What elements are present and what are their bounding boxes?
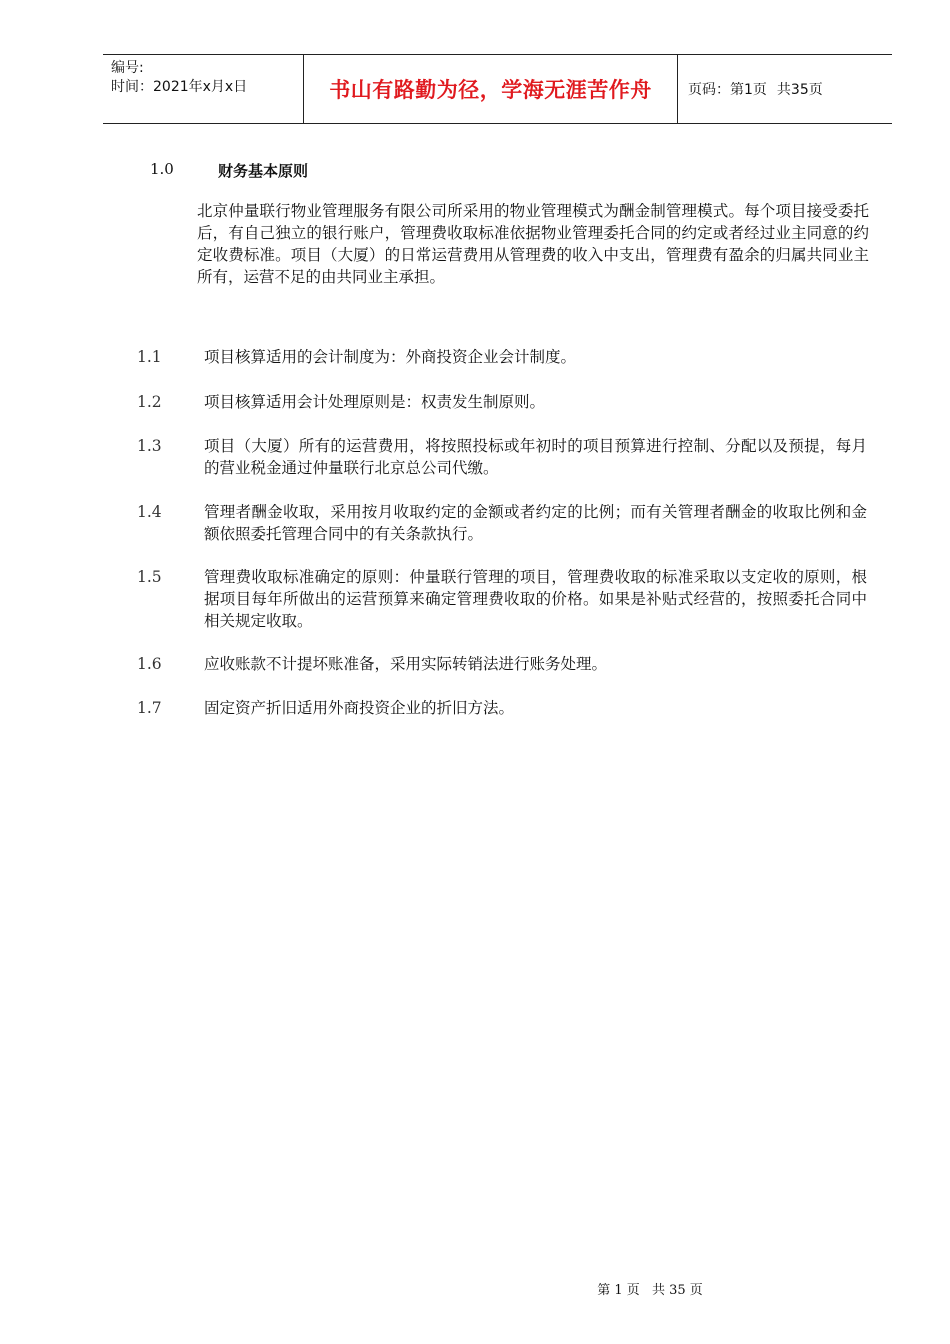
footer-page-number: 第 1 页: [597, 1283, 640, 1298]
item-text: 项目核算适用会计处理原则是：权责发生制原则。: [204, 393, 546, 411]
document-time-label: 时间：2021年x月x日: [111, 79, 248, 95]
page-footer: [0, 1279, 950, 1298]
section-heading: [150, 160, 308, 181]
header-page-number: 页码：第1页: [688, 82, 767, 98]
list-item: [137, 391, 867, 413]
header-page-total: 共35页: [776, 82, 823, 98]
list-item: [137, 501, 867, 545]
item-number: 1.1: [137, 348, 162, 366]
item-number: 1.3: [137, 437, 162, 455]
item-number: 1.7: [137, 699, 162, 717]
list-item: [137, 566, 867, 632]
section-number: 1.0: [150, 160, 174, 178]
item-number: 1.4: [137, 503, 162, 521]
header-motto: 书山有路勤为径，学海无涯苦作舟: [303, 55, 678, 123]
document-header: [103, 54, 892, 124]
item-text: 固定资产折旧适用外商投资企业的折旧方法。: [204, 699, 515, 717]
item-text: 管理者酬金收取，采用按月收取约定的金额或者约定的比例；而有关管理者酬金的收取比例和金额依照委托管理合同中的有关条款执行。: [204, 503, 867, 543]
item-number: 1.6: [137, 655, 162, 673]
footer-page-total: 共 35 页: [651, 1283, 703, 1298]
item-text: 项目（大厦）所有的运营费用，将按照投标或年初时的项目预算进行控制、分配以及预提，每月的营业税金通过仲量联行北京总公司代缴。: [204, 437, 867, 477]
document-number-label: 编号:: [111, 60, 144, 76]
header-page-info: [678, 55, 892, 123]
item-text: 应收账款不计提坏账准备，采用实际转销法进行账务处理。: [204, 655, 608, 673]
item-number: 1.5: [137, 568, 162, 586]
section-title: 财务基本原则: [218, 162, 309, 180]
item-text: 项目核算适用的会计制度为：外商投资企业会计制度。: [204, 348, 577, 366]
section-intro-paragraph: 北京仲量联行物业管理服务有限公司所采用的物业管理模式为酬金制管理模式。每个项目接受委托后，有自己独立的银行账户，管理费收取标准依据物业管理委托合同的约定或者经过业主同意的约定收费标准。项目（大厦）的日常运营费用从管理费的收入中支出，管理费有盈余的归属共同业主所有，运营不足的由共同业主承担。: [197, 202, 869, 286]
list-item: [137, 697, 867, 719]
list-item: [137, 653, 867, 675]
list-item: [137, 435, 867, 479]
list-item: [137, 346, 867, 368]
header-meta: [103, 55, 303, 123]
item-text: 管理费收取标准确定的原则：仲量联行管理的项目，管理费收取的标准采取以支定收的原则，根据项目每年所做出的运营预算来确定管理费收取的价格。如果是补贴式经营的，按照委托合同中相关规定收取。: [204, 568, 867, 630]
item-number: 1.2: [137, 393, 162, 411]
